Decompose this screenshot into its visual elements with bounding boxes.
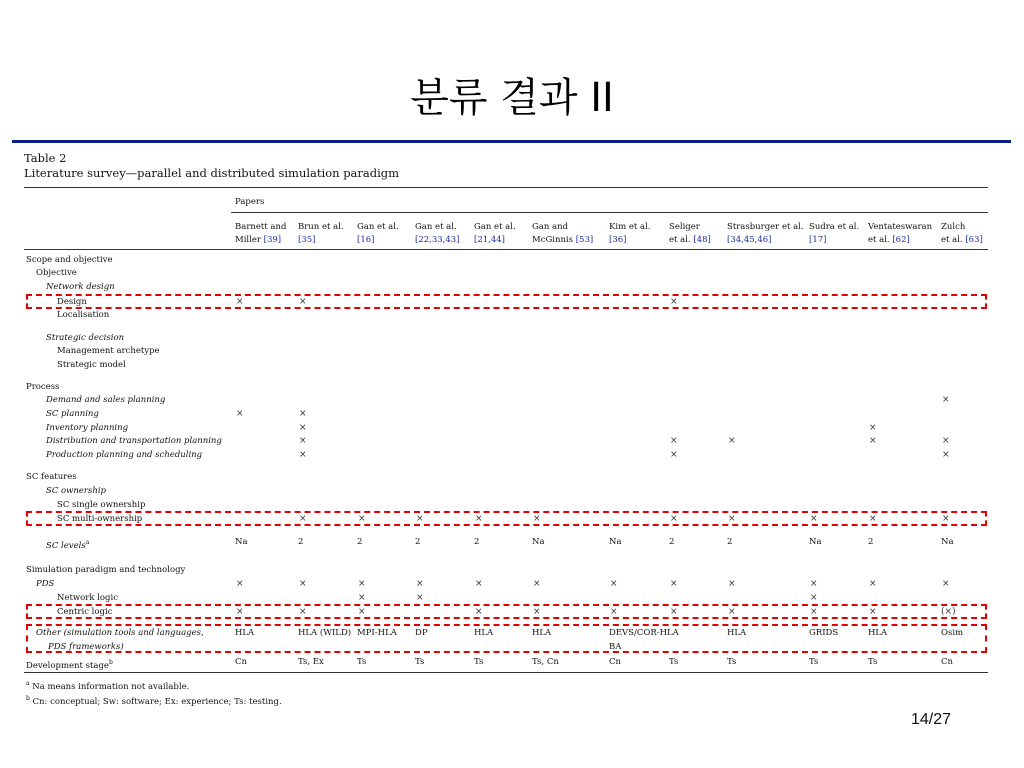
row-label: Strategic model — [57, 360, 126, 370]
column-header-line2: et al. [63] — [941, 235, 983, 245]
column-reference-link[interactable]: [34,45,46] — [727, 235, 772, 245]
row-label: Process — [26, 382, 60, 392]
cell-mark: × — [942, 579, 950, 589]
column-header-line1: Seliger — [669, 222, 700, 232]
cell-value: HLA — [235, 628, 255, 638]
cell-mark: × — [670, 514, 678, 524]
cell-mark: × — [299, 579, 307, 589]
cell-mark: × — [810, 607, 818, 617]
cell-mark: × — [810, 514, 818, 524]
cell-value: 2 — [298, 537, 304, 547]
column-header-line2 — [727, 235, 771, 246]
cell-mark: × — [942, 395, 950, 405]
cell-mark: × — [670, 607, 678, 617]
column-header-line2 — [474, 235, 505, 246]
column-reference-link[interactable]: [48] — [693, 235, 711, 245]
column-reference-link[interactable]: [39] — [263, 235, 282, 245]
cell-mark: × — [475, 579, 483, 589]
column-reference-link[interactable]: [17] — [809, 235, 827, 245]
row-label: Management archetype — [57, 346, 160, 356]
column-reference-link[interactable]: [16] — [357, 235, 375, 245]
row-label: SC planning — [46, 409, 99, 419]
cell-mark: × — [942, 436, 950, 446]
cell-value: Ts — [669, 657, 679, 667]
row-label: Centric logic — [57, 607, 113, 617]
cell-value: Osim — [941, 628, 964, 638]
slide-title: 분류 결과 II — [410, 75, 614, 121]
cell-value: 2 — [669, 537, 675, 547]
cell-mark: × — [236, 297, 244, 307]
cell-value: 2 — [415, 537, 421, 547]
cell-value: GRIDS — [809, 628, 839, 638]
row-label: Production planning and scheduling — [46, 450, 203, 460]
column-header-line1: Strasburger et al. — [727, 222, 804, 232]
cell-mark: × — [358, 579, 366, 589]
column-reference-link[interactable]: [62] — [892, 235, 910, 245]
cell-value: HLA — [474, 628, 494, 638]
cell-value: 2 — [474, 537, 480, 547]
column-reference-link[interactable]: [35] — [298, 235, 316, 245]
cell-mark: × — [869, 607, 877, 617]
footnote-a: $^a$ Na means information not available. — [26, 680, 190, 692]
row-label: SC features — [26, 472, 77, 482]
row-label-continued: PDS frameworks) — [48, 642, 124, 652]
cell-mark: × — [942, 450, 950, 460]
cell-mark: × — [533, 579, 541, 589]
cell-value: MPI-HLA — [357, 628, 397, 638]
table-caption-text: Literature survey—parallel and distributed simulation paradigm — [24, 166, 400, 180]
column-header-line2 — [415, 235, 459, 246]
cell-mark: × — [299, 297, 307, 307]
row-label: Development stage$^b$ — [26, 659, 113, 671]
row-label: Design — [57, 297, 87, 307]
highlight-box-dashed — [26, 624, 987, 653]
cell-mark: × — [475, 607, 483, 617]
column-header-line1: Gan and — [532, 222, 569, 232]
cell-mark: × — [533, 607, 541, 617]
cell-mark: × — [358, 607, 366, 617]
cell-value: Ts — [868, 657, 878, 667]
cell-value: Na — [609, 537, 622, 547]
cell-mark: × — [610, 607, 618, 617]
cell-mark: × — [236, 579, 244, 589]
cell-value: DP — [415, 628, 428, 638]
cell-value: Na — [235, 537, 248, 547]
row-label: Network design — [46, 282, 115, 292]
cell-mark: × — [299, 450, 307, 460]
column-header-line2: et al. [48] — [669, 235, 711, 245]
cell-mark: × — [610, 579, 618, 589]
cell-mark: × — [869, 514, 877, 524]
papers-header: Papers — [235, 197, 265, 207]
cell-mark: × — [358, 514, 366, 524]
column-header-line1: Brun et al. — [298, 222, 344, 232]
column-header-line1: Gan et al. — [415, 222, 457, 232]
cell-mark: × — [728, 579, 736, 589]
cell-mark: × — [299, 607, 307, 617]
cell-mark: × — [728, 607, 736, 617]
cell-mark: × — [670, 297, 678, 307]
cell-mark: × — [670, 579, 678, 589]
cell-value: HLA — [868, 628, 888, 638]
cell-mark: × — [416, 579, 424, 589]
table-top-rule — [24, 187, 988, 188]
title-divider — [12, 140, 1011, 143]
cell-value: Na — [941, 537, 954, 547]
column-reference-link[interactable]: [53] — [575, 235, 594, 245]
row-label: Scope and objective — [26, 255, 113, 265]
cell-value: 2 — [357, 537, 363, 547]
cell-mark: × — [810, 579, 818, 589]
cell-value: Ts, Cn — [532, 657, 559, 667]
row-label: Strategic decision — [46, 333, 125, 343]
cell-value: Cn — [941, 657, 953, 667]
cell-mark: × — [728, 514, 736, 524]
cell-mark: × — [416, 593, 424, 603]
cell-mark: × — [533, 514, 541, 524]
cell-mark-parenthetical: (×) — [941, 607, 956, 617]
row-label: Localisation — [57, 310, 110, 320]
column-header-line1: Gan et al. — [357, 222, 399, 232]
row-label: SC ownership — [46, 486, 106, 496]
cell-value: Ts — [727, 657, 737, 667]
cell-mark: × — [869, 436, 877, 446]
column-header-line1: Ventateswaran — [868, 222, 933, 232]
table-bottom-rule — [24, 672, 988, 673]
cell-mark: × — [358, 593, 366, 603]
row-label: SC multi-ownership — [57, 514, 143, 524]
row-label: Objective — [36, 268, 77, 278]
column-header-line1: Barnett and — [235, 222, 287, 232]
cell-value: 2 — [868, 537, 874, 547]
cell-mark: × — [810, 593, 818, 603]
column-header-line2: et al. [62] — [868, 235, 910, 245]
column-reference-link[interactable]: [36] — [609, 235, 627, 245]
cell-value: Na — [532, 537, 545, 547]
row-label: SC levels$^a$ — [46, 539, 90, 551]
cell-mark: × — [299, 436, 307, 446]
row-label: Network logic — [57, 593, 118, 603]
cell-mark: × — [869, 423, 877, 433]
cell-mark: × — [299, 514, 307, 524]
cell-mark: × — [475, 514, 483, 524]
cell-mark: × — [869, 579, 877, 589]
cell-value: Ts, Ex — [298, 657, 324, 667]
column-header-line2 — [809, 235, 826, 246]
column-header-line2 — [298, 235, 315, 246]
column-header-line2: McGinnis [53] — [532, 235, 594, 245]
column-header-line2 — [609, 235, 626, 246]
cell-value: Cn — [609, 657, 621, 667]
column-reference-link[interactable]: [21,44] — [474, 235, 505, 245]
column-reference-link[interactable]: [63] — [965, 235, 983, 245]
cell-mark: × — [299, 409, 307, 419]
column-header-line1: Zulch — [941, 222, 966, 232]
cell-value: Na — [809, 537, 822, 547]
cell-value: Cn — [235, 657, 247, 667]
cell-value: HLA — [727, 628, 747, 638]
cell-mark: × — [236, 607, 244, 617]
footnote-b: $^b$ Cn: conceptual; Sw: software; Ex: experience; Ts: testing. — [26, 695, 282, 707]
cell-value: Ts — [415, 657, 425, 667]
cell-mark: × — [416, 514, 424, 524]
papers-rule — [231, 212, 988, 213]
column-header-line1: Sudra et al. — [809, 222, 860, 232]
cell-mark: × — [236, 409, 244, 419]
cell-value: 2 — [727, 537, 733, 547]
cell-mark: × — [670, 436, 678, 446]
highlight-box-dashed — [26, 294, 987, 309]
cell-value-continued: BA — [609, 642, 622, 652]
cell-value: Ts — [809, 657, 819, 667]
column-reference-link[interactable]: [22,33,43] — [415, 235, 460, 245]
column-header-line2: Miller [39] — [235, 235, 282, 245]
column-header-line2 — [357, 235, 374, 246]
row-label: Simulation paradigm and technology — [26, 565, 186, 575]
row-label: Distribution and transportation planning — [46, 436, 222, 446]
column-header-line1: Kim et al. — [609, 222, 651, 232]
row-label: PDS — [36, 579, 55, 589]
row-label: SC single ownership — [57, 500, 146, 510]
column-header-line1: Gan et al. — [474, 222, 516, 232]
cell-value: Ts — [474, 657, 484, 667]
row-label: Inventory planning — [46, 423, 129, 433]
cell-value: Ts — [357, 657, 367, 667]
row-label: Demand and sales planning — [46, 395, 166, 405]
cell-value: HLA — [532, 628, 552, 638]
table-caption-label: Table 2 — [24, 151, 67, 165]
cell-value: DEVS/COR-HLA — [609, 628, 679, 638]
highlight-box-dashed — [26, 511, 987, 526]
row-label: Other (simulation tools and languages, — [36, 628, 204, 638]
header-bottom-rule — [24, 249, 988, 250]
page-number: 14/27 — [911, 711, 952, 728]
cell-mark: × — [670, 450, 678, 460]
cell-value: HLA (WILD) — [298, 628, 352, 638]
cell-mark: × — [728, 436, 736, 446]
highlight-box-dashed — [26, 604, 987, 619]
cell-mark: × — [299, 423, 307, 433]
cell-mark: × — [942, 514, 950, 524]
